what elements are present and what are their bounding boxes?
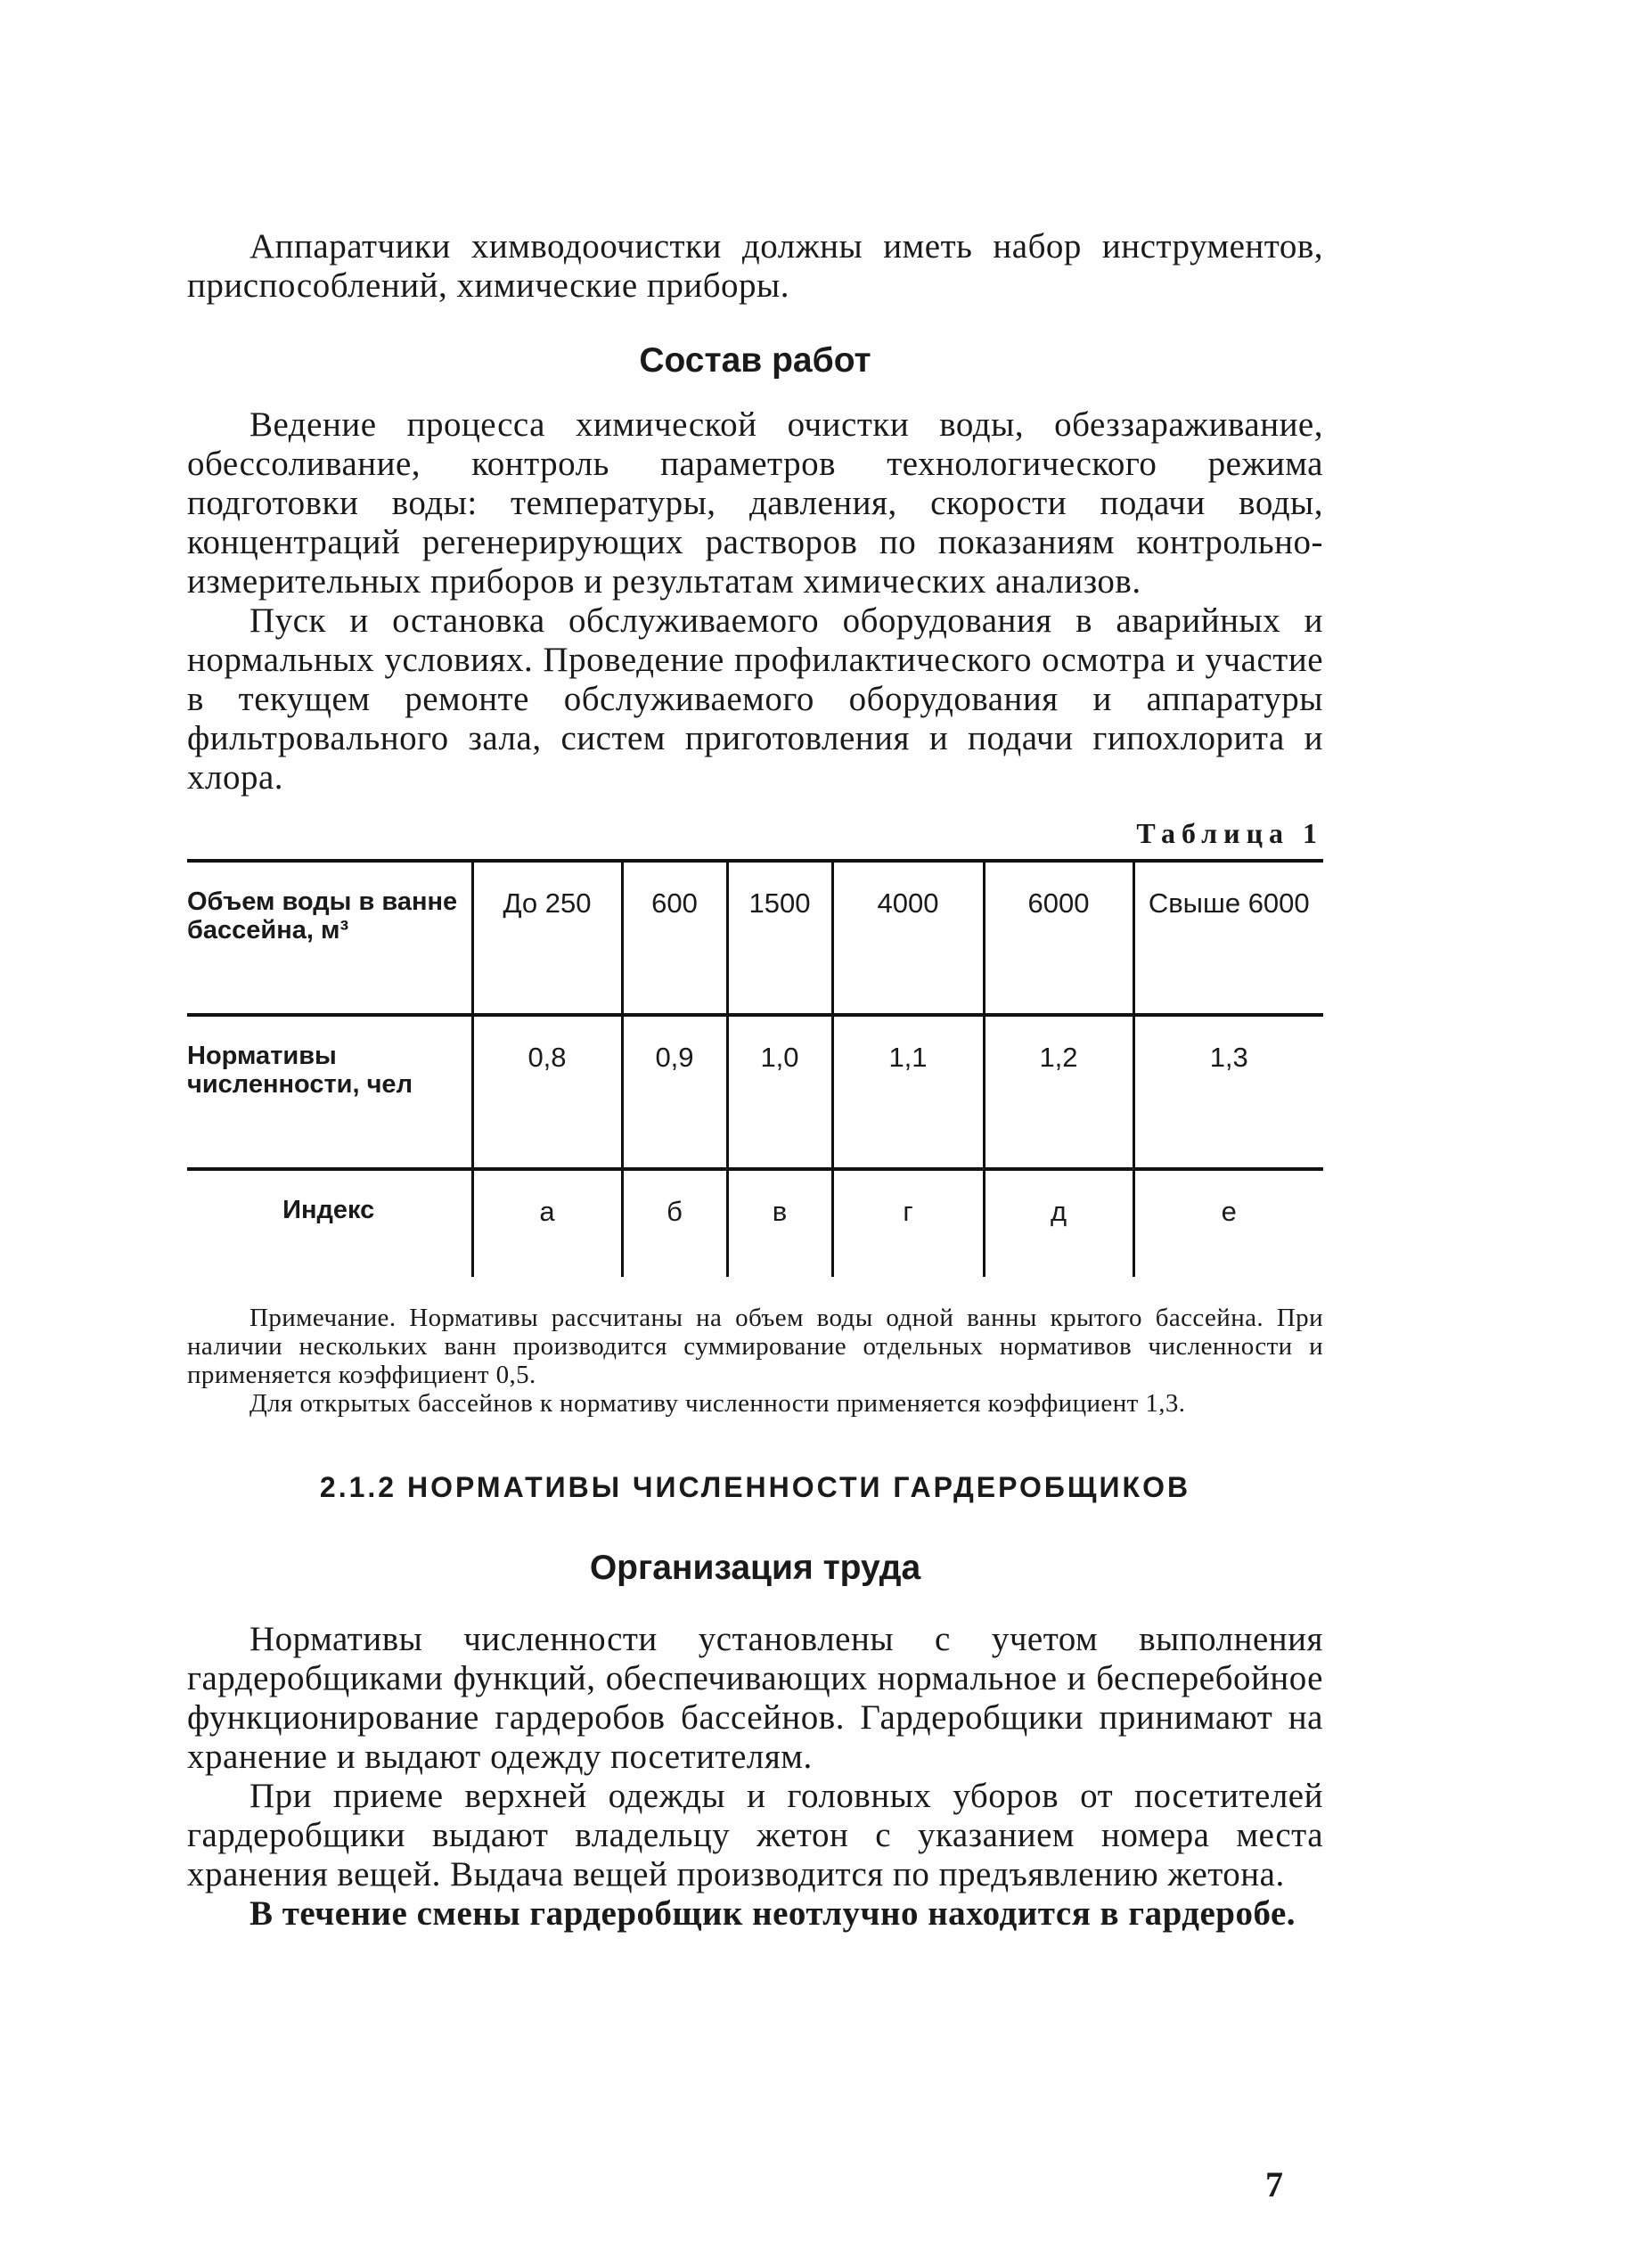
table-cell: 4000: [832, 861, 984, 1015]
table-cell: д: [984, 1169, 1133, 1277]
table-cell: 6000: [984, 861, 1133, 1015]
table-cell: б: [622, 1169, 727, 1277]
row-header-norms: Нормативы численности, чел: [187, 1015, 472, 1169]
table-row: [187, 1169, 1323, 1277]
table-cell: 1,3: [1133, 1015, 1323, 1169]
table-cell: 600: [622, 861, 727, 1015]
table-note-1: Примечание. Нормативы рассчитаны на объем воды одной ванны крытого бассейна. При наличии нескольких ванн производится суммирование отдельных нормативов численности и применяется коэффициент 0,5.: [187, 1304, 1323, 1389]
norm-table: [187, 859, 1323, 1277]
document-page: [187, 227, 1323, 1934]
table-row: [187, 1015, 1323, 1169]
table-cell: 1,1: [832, 1015, 984, 1169]
org-paragraph-2: При приеме верхней одежды и головных уборов от посетителей гардеробщики выдают владельцу жетон с указанием номера места хранения вещей. Выдача вещей производится по предъявлению жетона.: [187, 1777, 1323, 1893]
table-cell: 0,9: [622, 1015, 727, 1169]
org-paragraph-1: Нормативы численности установлены с учетом выполнения гардеробщиками функций, обеспечивающих нормальное и бесперебойное функционирование гардеробов бассейнов. Гардеробщики принимают на хранение и выдают одежду посетителям.: [187, 1620, 1323, 1776]
row-header-index: Индекс: [187, 1169, 472, 1277]
table-note-2: Для открытых бассейнов к нормативу численности применяется коэффициент 1,3.: [249, 1389, 1186, 1418]
table-row: [187, 861, 1323, 1015]
org-heading: Организация труда: [589, 1549, 921, 1587]
org-paragraph-3: В течение смены гардеробщик неотлучно находится в гардеробе.: [249, 1894, 1296, 1933]
table-caption: Таблица 1: [1136, 817, 1323, 849]
intro-paragraph: Аппаратчики химводоочистки должны иметь набор инструментов, приспособлений, химические приборы.: [187, 227, 1323, 305]
work-paragraph-2: Пуск и остановка обслуживаемого оборудования в аварийных и нормальных условиях. Проведение профилактического осмотра и участие в текущем ремонте обслуживаемого оборудования и аппаратуры фильтровального зала, систем приготовления и подачи гипохлорита и хлора.: [187, 601, 1323, 797]
row-header-volume: Объем воды в ванне бассейна, м³: [187, 861, 472, 1015]
table-cell: 0,8: [472, 1015, 622, 1169]
table-cell: а: [472, 1169, 622, 1277]
section-title: 2.1.2 НОРМАТИВЫ ЧИСЛЕННОСТИ ГАРДЕРОБЩИКОВ: [319, 1471, 1191, 1503]
work-paragraph-1: Ведение процесса химической очистки воды, обеззараживание, обессоливание, контроль параметров технологического режима подготовки воды: температуры, давления, скорости подачи воды, концентраций регенерирующих растворов по показаниям контрольно-измерительных приборов и результатам химических анализов.: [187, 405, 1323, 601]
table-cell: 1,0: [727, 1015, 832, 1169]
table-cell: 1500: [727, 861, 832, 1015]
table-cell: Свыше 6000: [1133, 861, 1323, 1015]
page-number: 7: [1265, 2164, 1283, 2204]
work-heading: Состав работ: [639, 341, 871, 380]
table-cell: в: [727, 1169, 832, 1277]
table-cell: е: [1133, 1169, 1323, 1277]
table-cell: г: [832, 1169, 984, 1277]
table-cell: До 250: [472, 861, 622, 1015]
table-cell: 1,2: [984, 1015, 1133, 1169]
